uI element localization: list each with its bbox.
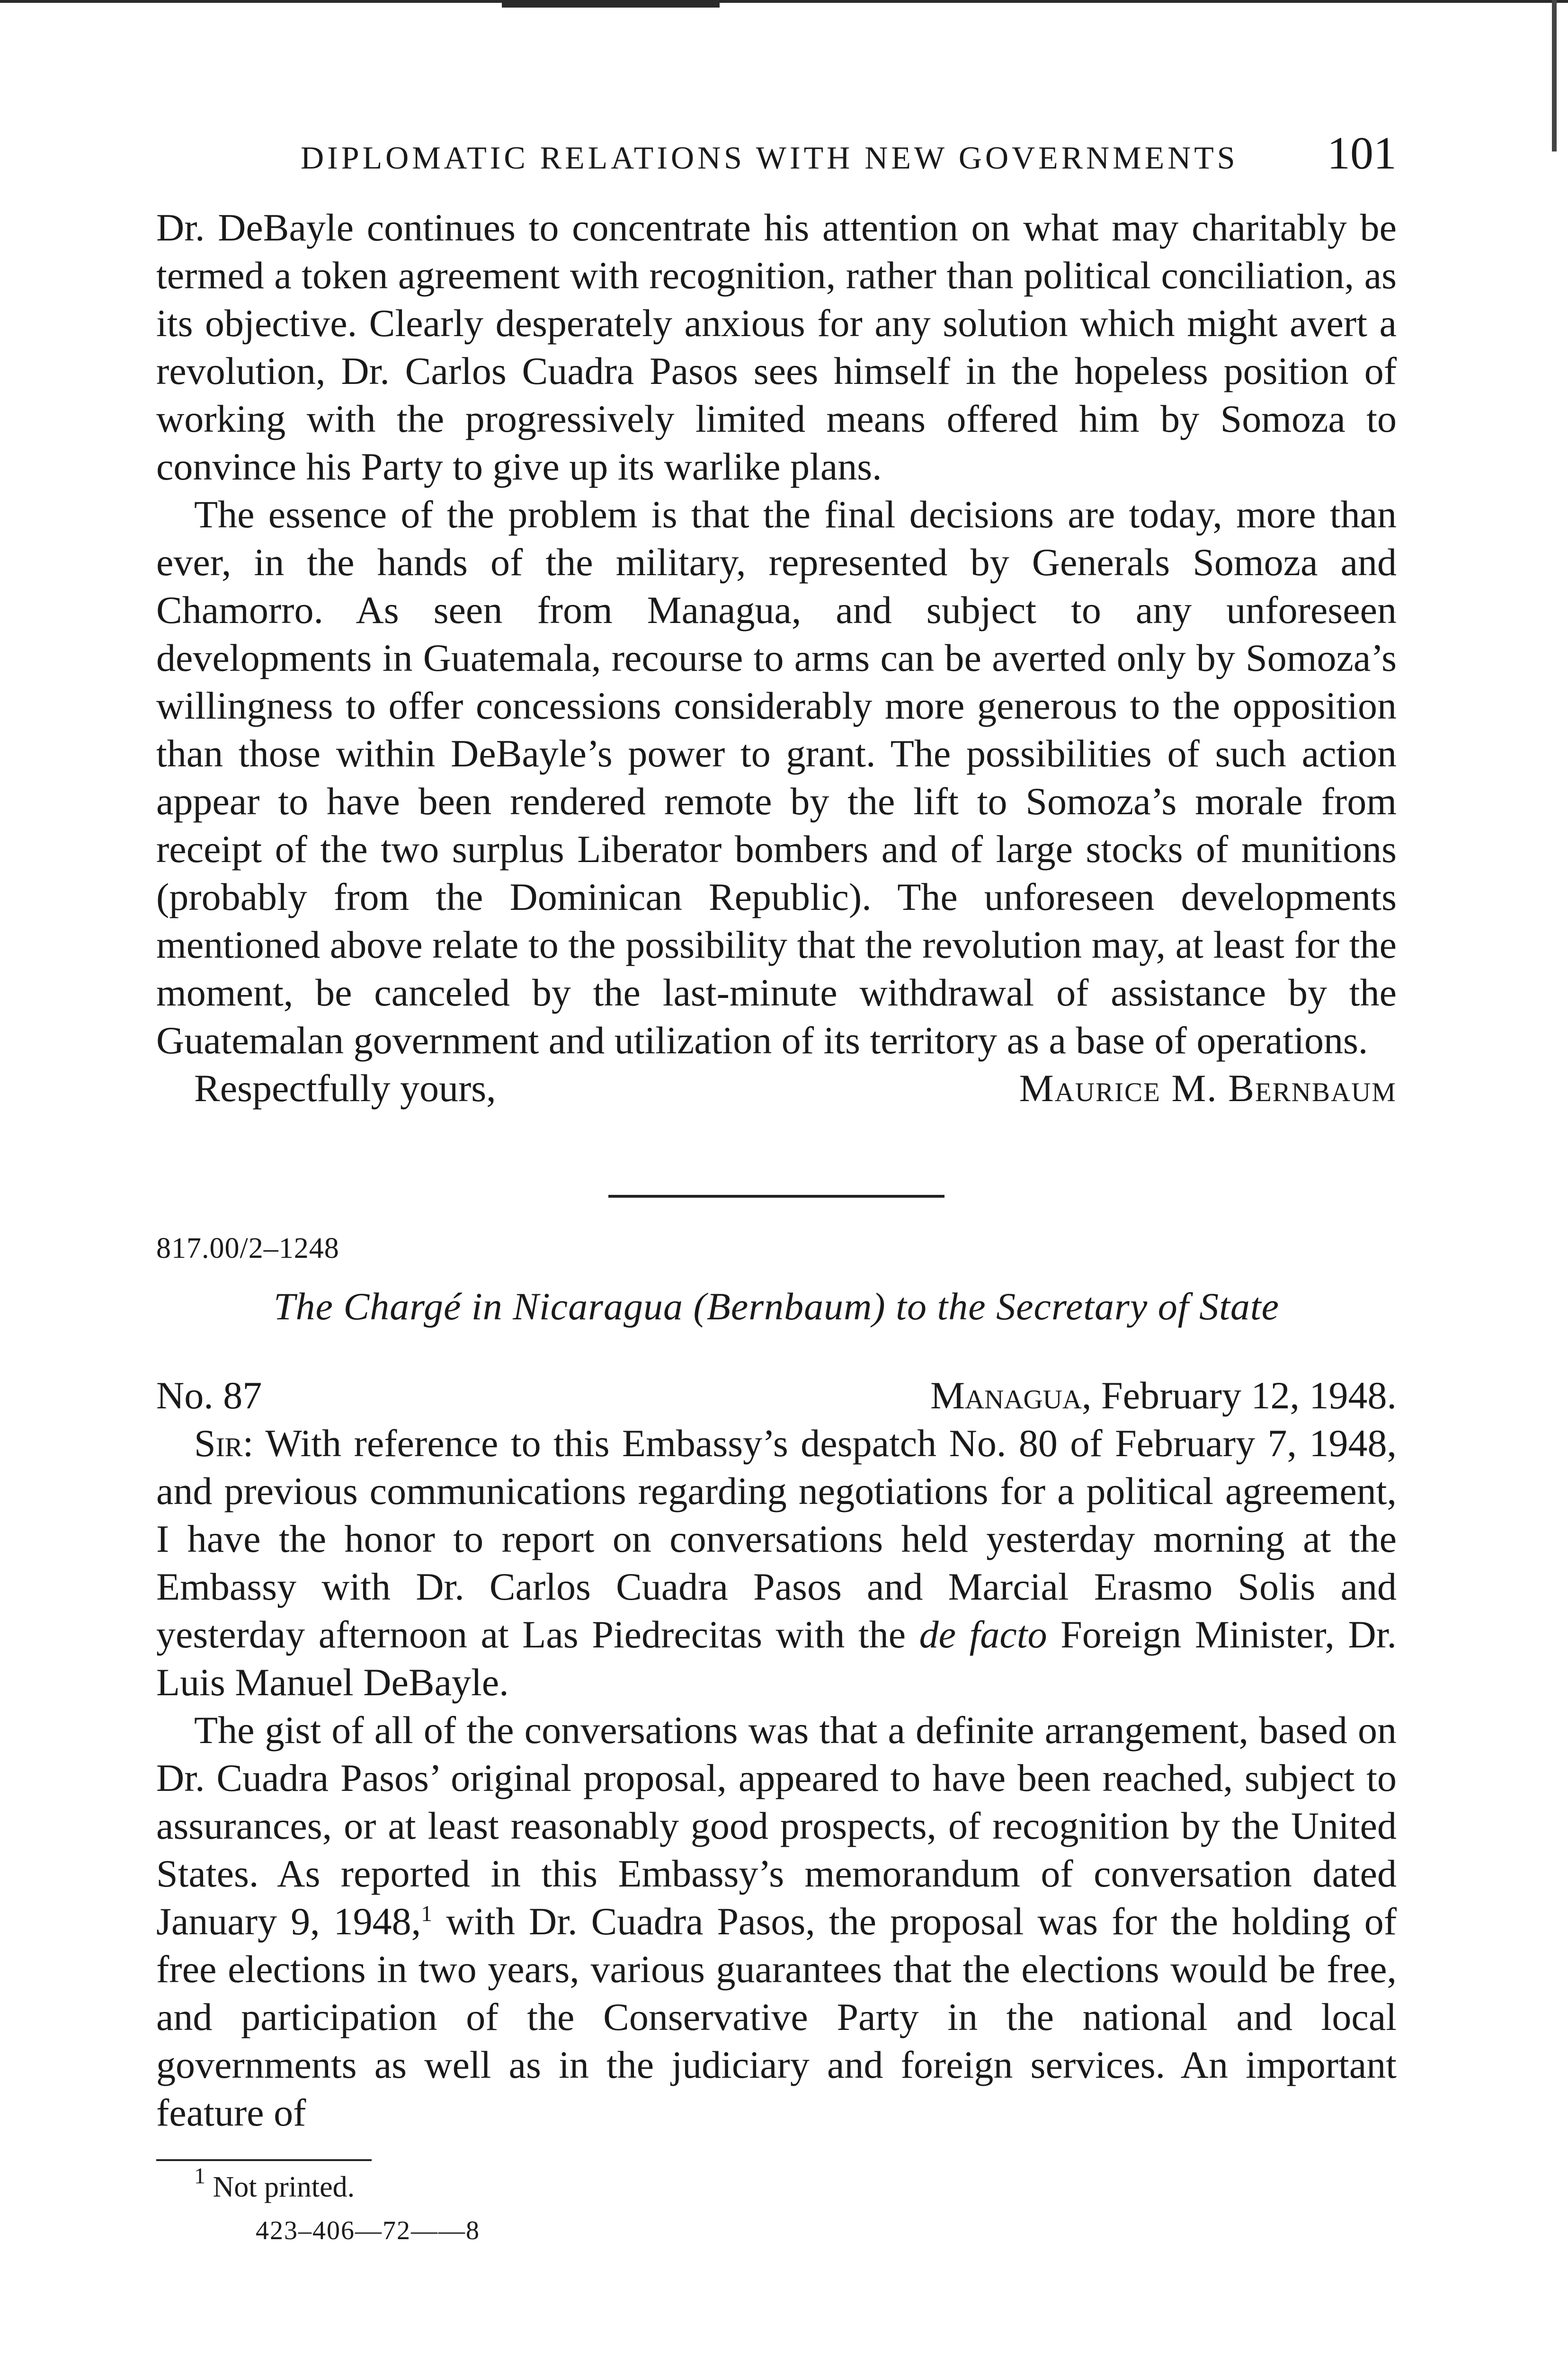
section-divider	[608, 1195, 944, 1198]
document-title: The Chargé in Nicaragua (Bernbaum) to the Secretary of State	[273, 1285, 1280, 1328]
footnote-text: Not printed.	[205, 2171, 355, 2203]
paragraph-sir-text: : With reference to this Embassy’s despatch No. 80 of February 7, 1948, and previous communications regarding negotiations for a political agreement, I have the honor to report on conversations held yesterday morning at the Embassy with Dr. Carlos Cuadra Pasos and Marcial Erasmo Solis and yesterday afternoon at Las Piedrecitas with the	[156, 1422, 1397, 1656]
paragraph-gist-start: The gist of all of the conversations was that a definite arrangement, based on Dr. Cuadra Pasos’ original proposal, appeared to have been reached, subject to assurances, or at least reasonably good prospects, of recognition by the United States. As reported in this Embassy’s memorandum of conversation dated January 9, 1948,	[156, 1709, 1397, 1943]
closing-salutation: Respectfully yours,	[194, 1067, 496, 1110]
place-date	[930, 1371, 1397, 1419]
despatch-number: No. 87	[156, 1374, 262, 1417]
paragraph-sir-end: Foreign Minister, Dr. Luis Manuel DeBayle.	[156, 1613, 1397, 1704]
footnote-rule	[156, 2159, 372, 2161]
salutation-sir: Sir	[194, 1422, 243, 1465]
print-code: 423–406—72——8	[256, 2216, 480, 2245]
place: Managua	[930, 1374, 1082, 1417]
footnote-marker: 1	[194, 2163, 205, 2189]
page-number: 101	[1327, 128, 1397, 179]
paragraph-gist	[156, 1706, 1397, 2136]
page-body	[156, 204, 1397, 2246]
footnote-reference: 1	[421, 1901, 433, 1926]
running-head: DIPLOMATIC RELATIONS WITH NEW GOVERNMENTS	[301, 140, 1238, 176]
paragraph-continued: Dr. DeBayle continues to concentrate his attention on what may charitably be termed a token agreement with recognition, rather than political conciliation, as its objective. Clearly desperately anxious for any solution which might avert a revolution, Dr. Carlos Cuadra Pasos sees himself in the hopeless position of working with the progressively limited means offered him by Somoza to convince his Party to give up its warlike plans.	[156, 206, 1397, 488]
date: , February 12, 1948.	[1081, 1374, 1397, 1417]
paragraph-essence: The essence of the problem is that the final decisions are today, more than ever, in the hands of the military, represented by Generals Somoza and Chamorro. As seen from Managua, and subject to any unforeseen developments in Guatemala, recourse to arms can be averted only by Somoza’s willingness to offer concessions considerably more generous to the opposition than those within DeBayle’s power to grant. The possibilities of such action appear to have been rendered remote by the lift to Somoza’s morale from receipt of the two surplus Liberator bombers and of large stocks of munitions (probably from the Dominican Republic). The unforeseen developments mentioned above relate to the possibility that the revolution may, at least for the moment, be canceled by the last-minute withdrawal of assistance by the Guatemalan government and utilization of its territory as a base of operations.	[156, 493, 1397, 1062]
paragraph-sir	[156, 1419, 1397, 1706]
signature: Maurice M. Bernbaum	[1019, 1067, 1397, 1110]
italic-de-facto: de facto	[919, 1613, 1047, 1656]
footnote	[156, 2163, 1397, 2204]
closing-line	[156, 1064, 1397, 1112]
top-edge-mark	[502, 0, 720, 8]
paragraph-gist-end: with Dr. Cuadra Pasos, the proposal was for the holding of free elections in two years, various guarantees that the elections would be free, and participation of the Conservative Party in the national and local governments as well as in the judiciary and foreign services. An important feature of	[156, 1900, 1397, 2134]
dateline	[156, 1371, 1397, 1419]
file-number: 817.00/2–1248	[156, 1232, 339, 1264]
top-edge-rule	[0, 0, 1568, 3]
page-header	[156, 127, 1397, 179]
right-edge-mark	[1552, 0, 1557, 151]
